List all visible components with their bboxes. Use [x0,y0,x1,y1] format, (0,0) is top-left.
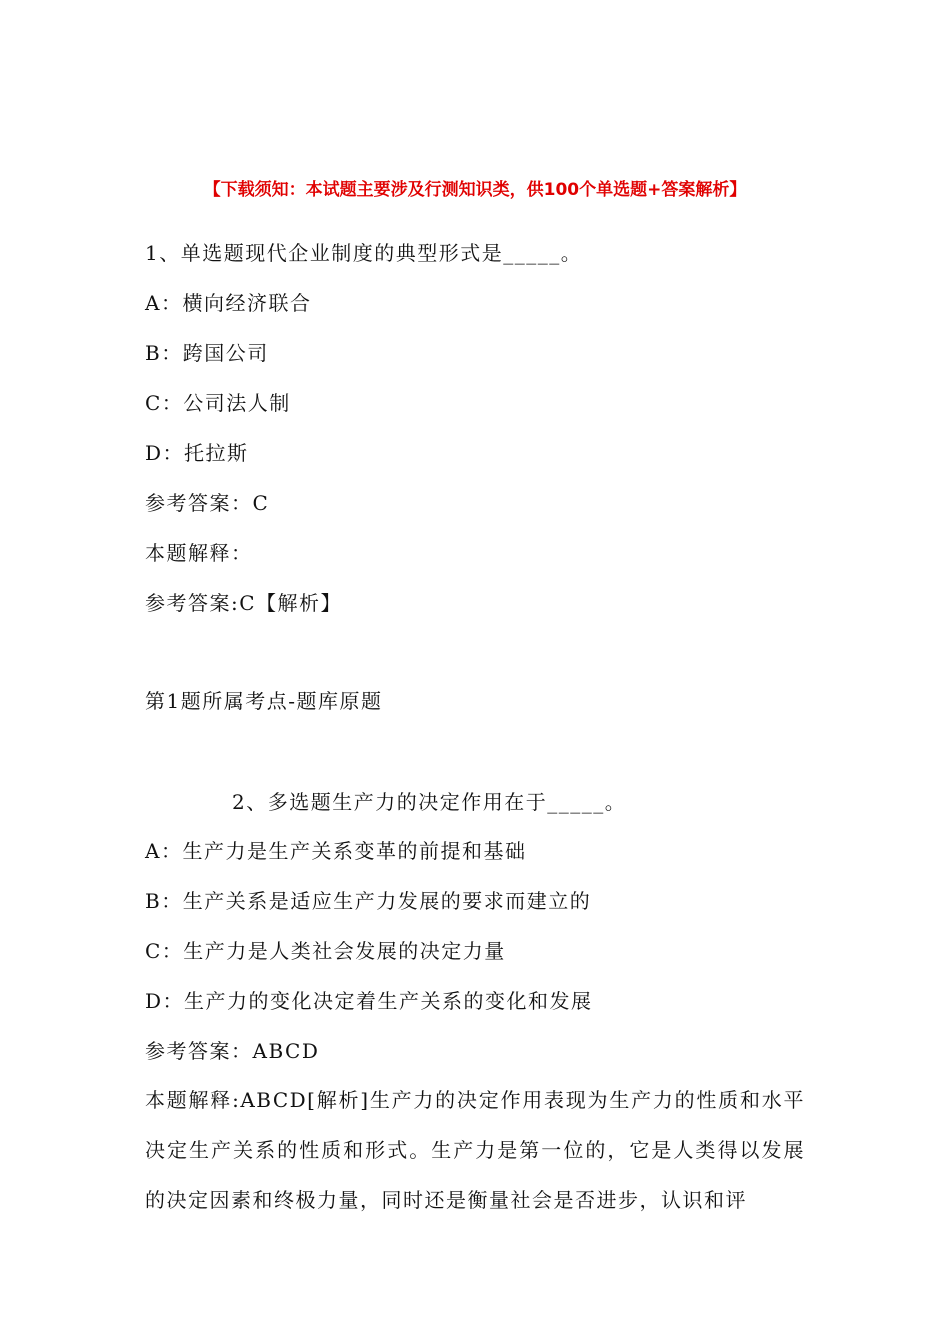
download-notice: 【下载须知：本试题主要涉及行测知识类，供100个单选题+答案解析】 [203,180,747,200]
question-2-option-a: A：生产力是生产关系变革的前提和基础 [145,839,527,863]
question-1-answer: 参考答案：C [145,491,270,515]
question-2-option-c: C：生产力是人类社会发展的决定力量 [145,939,506,963]
question-2-explanation: 本题解释:ABCD[解析]生产力的决定作用表现为生产力的性质和水平决定生产关系的性质和形式。生产力是第一位的，它是人类得以发展的决定因素和终极力量，同时还是衡量社会是否进步，认识和评 [145,1088,805,1212]
question-2-answer: 参考答案：ABCD [145,1039,320,1063]
question-1-option-c: C：公司法人制 [145,391,291,415]
question-2-option-d: D：生产力的变化决定着生产关系的变化和发展 [145,989,593,1013]
question-1-option-b: B：跨国公司 [145,341,269,365]
question-1-stem: 1、单选题现代企业制度的典型形式是_____。 [145,241,583,265]
question-2-option-b: B：生产关系是适应生产力发展的要求而建立的 [145,889,592,913]
question-2-stem: 2、多选题生产力的决定作用在于_____。 [232,790,627,814]
question-1-explanation-label: 本题解释： [145,541,253,565]
question-1-topic: 第1题所属考点-题库原题 [145,689,383,713]
question-1-explanation: 参考答案:C【解析】 [145,591,343,615]
question-1-option-a: A：横向经济联合 [145,291,312,315]
question-1-option-d: D：托拉斯 [145,441,249,465]
